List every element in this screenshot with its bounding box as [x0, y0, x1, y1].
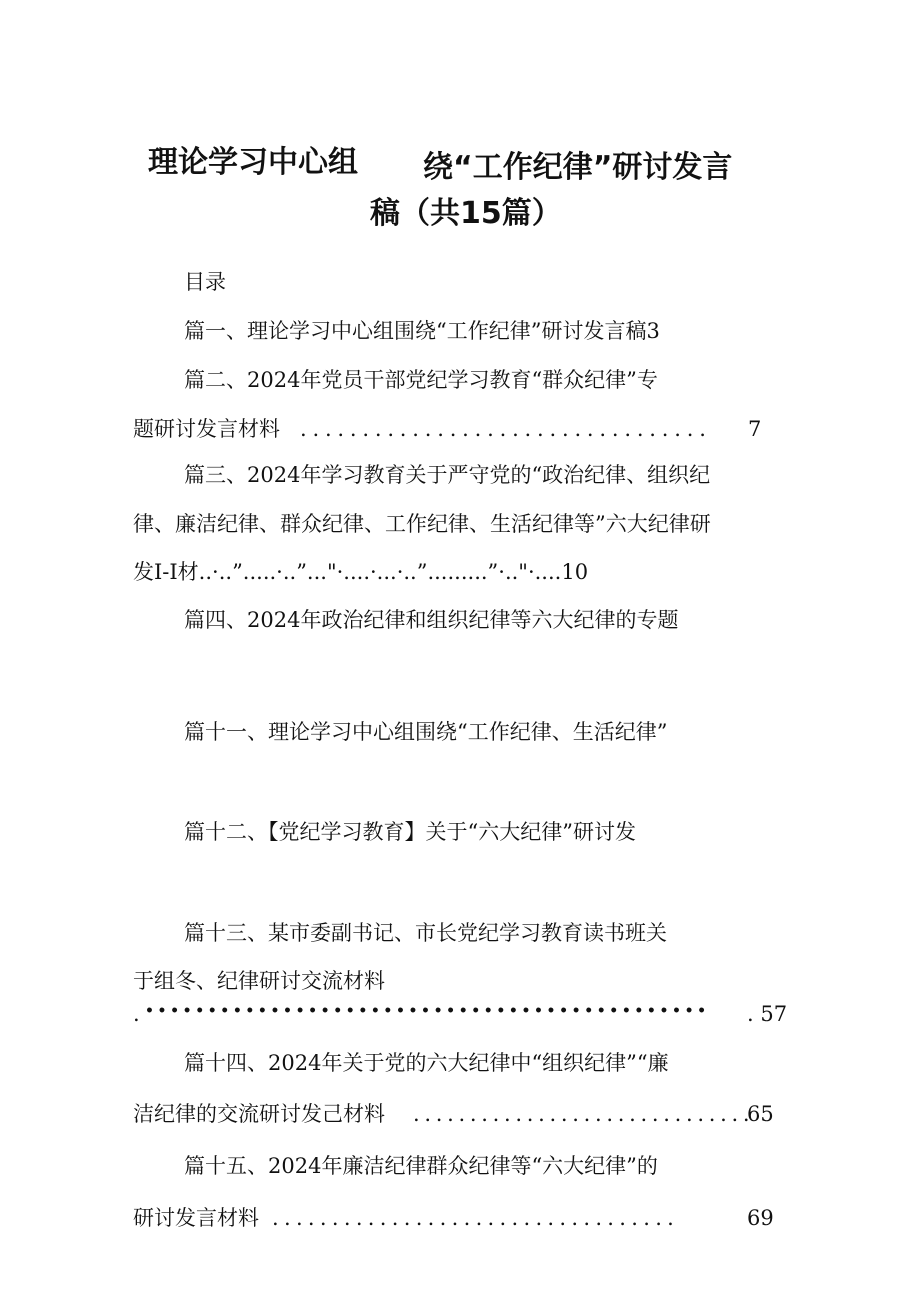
toc-entry-14-line2[interactable]: 洁纪律的交流研讨发己材料	[133, 1102, 385, 1126]
toc-entry-14-line1[interactable]: 篇十四、2024年关于党的六大纪律中“组织纪律”“廉	[184, 1051, 669, 1075]
toc-entry-15-dots: ..................................	[272, 1206, 680, 1230]
document-title-part1: 理论学习中心组	[148, 145, 358, 180]
toc-entry-4[interactable]: 篇四、2024年政治纪律和组织纪律等六大纪律的专题	[184, 608, 679, 632]
toc-entry-14-dots: ..............................	[413, 1102, 755, 1126]
toc-entry-14-page: 65	[747, 1102, 774, 1126]
toc-entry-15-line2[interactable]: 研讨发言材料	[133, 1206, 259, 1230]
toc-entry-3-line3[interactable]: 发I-I材..·..”.....·..”..."·....·...·..”.........”·.."·....10	[133, 560, 589, 584]
document-title-part2: 绕“工作纪律”研讨发言	[423, 150, 733, 185]
toc-entry-2-dots: .................................	[300, 417, 712, 441]
toc-entry-1[interactable]: 篇一、理论学习中心组围绕“工作纪律”研讨发言稿3	[184, 319, 660, 343]
toc-entry-15-page: 69	[747, 1206, 774, 1230]
toc-entry-13-line2[interactable]: 于组冬、纪律研讨交流材料	[133, 969, 385, 993]
toc-entry-13-line1[interactable]: 篇十三、某市委副书记、市长党纪学习教育读书班关	[184, 921, 667, 945]
toc-entry-12[interactable]: 篇十二、【党纪学习教育】关于“六大纪律”研讨发	[184, 820, 636, 844]
toc-entry-3-line1[interactable]: 篇三、2024年学习教育关于严守党的“政治纪律、组织纪	[184, 463, 711, 487]
document-title-line2: 稿（共15篇）	[370, 196, 562, 231]
toc-entry-13-lead: .	[133, 1002, 140, 1026]
toc-entry-11[interactable]: 篇十一、理论学习中心组围绕“工作纪律、生活纪律”	[184, 720, 668, 744]
toc-entry-15-line1[interactable]: 篇十五、2024年廉洁纪律群众纪律等“六大纪律”的	[184, 1154, 658, 1178]
toc-entry-13-page: . 57	[747, 1002, 788, 1026]
toc-entry-13-dots: •••••••••••••••••••••••••••••••••••••••••••••	[145, 1003, 710, 1019]
toc-entry-2-line1[interactable]: 篇二、2024年党员干部党纪学习教育“群众纪律”专	[184, 368, 658, 392]
toc-entry-2-page: 7	[748, 417, 762, 441]
toc-entry-3-line2[interactable]: 律、廉洁纪律、群众纪律、工作纪律、生活纪律等”六大纪律研	[133, 512, 711, 536]
toc-entry-2-line2[interactable]: 题研讨发言材料	[133, 417, 280, 441]
toc-heading: 目录	[184, 270, 226, 294]
